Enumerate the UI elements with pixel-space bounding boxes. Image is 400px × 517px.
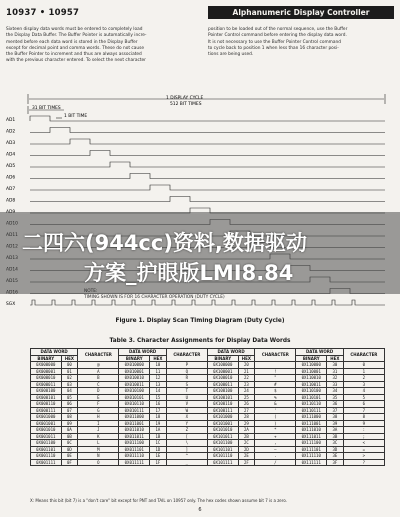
hex-cell: 04 (61, 388, 78, 395)
hex-cell: 10 (150, 362, 167, 369)
binary-cell: 0X010001 (119, 368, 150, 375)
table-row (31, 459, 385, 466)
binary-cell: 0X000110 (31, 401, 62, 408)
character-header: CHARACTER (255, 349, 296, 362)
intro-line: the Display Data Buffer. The Buffer Pointer is automatically incre- (6, 33, 147, 39)
hex-cell: 1D (150, 446, 167, 453)
character-cell: 3 (343, 381, 384, 388)
character-cell: ) (255, 420, 296, 427)
binary-cell: 0X010011 (119, 381, 150, 388)
character-cell: T (166, 388, 207, 395)
hex-cell: 03 (61, 381, 78, 388)
binary-cell: 0X000111 (31, 407, 62, 414)
hex-cell: 32 (327, 375, 344, 382)
hex-header: HEX (150, 355, 167, 362)
document-title-bar: Alphanumeric Display Controller (208, 6, 394, 19)
hex-cell: 23 (238, 381, 255, 388)
binary-cell: 0X000100 (31, 388, 62, 395)
hex-cell: 2B (238, 433, 255, 440)
hex-cell: 3B (327, 433, 344, 440)
character-cell: " (255, 375, 296, 382)
character-cell: I (78, 420, 119, 427)
binary-cell: 0X001101 (31, 446, 62, 453)
signal-waveform (30, 174, 385, 179)
signal-label: SGX (6, 302, 16, 307)
character-cell: X (166, 414, 207, 421)
character-header: CHARACTER (343, 349, 384, 362)
character-cell: P (166, 362, 207, 369)
binary-cell: 0X110101 (296, 394, 327, 401)
character-cell: ! (255, 368, 296, 375)
hex-cell: 30 (327, 362, 344, 369)
page-number: 6 (198, 507, 202, 513)
one-bit-time-label: 1 BIT TIME (64, 114, 88, 119)
hex-cell: 20 (238, 362, 255, 369)
hex-cell: 08 (61, 414, 78, 421)
character-cell: ' (255, 407, 296, 414)
intro-line: It is not necessary to use the Buffer Pointer Control command (208, 39, 341, 45)
character-cell: 5 (343, 394, 384, 401)
binary-cell: 0X001001 (31, 420, 62, 427)
display-cycle-label: 1 DISPLAY CYCLE (166, 96, 204, 101)
character-cell: . (255, 453, 296, 460)
hex-cell: 37 (327, 407, 344, 414)
signal-label: AD3 (6, 141, 16, 146)
binary-cell: 0X111000 (296, 414, 327, 421)
binary-cell: 0X111001 (296, 420, 327, 427)
signal-waveform (30, 139, 385, 144)
timing-note (84, 289, 225, 301)
binary-header: BINARY (296, 355, 327, 362)
character-cell: < (343, 440, 384, 447)
binary-cell: 0X000101 (31, 394, 62, 401)
character-cell: 7 (343, 407, 384, 414)
hex-cell: 35 (327, 394, 344, 401)
hex-cell: 00 (61, 362, 78, 369)
hex-cell: 24 (238, 388, 255, 395)
character-cell: _ (166, 459, 207, 466)
character-cell: ? (343, 459, 384, 466)
character-cell: F (78, 401, 119, 408)
character-cell: 0 (343, 362, 384, 369)
signal-waveform (30, 151, 385, 156)
character-assignment-table (30, 348, 385, 466)
group-header: DATA WORD (119, 349, 166, 356)
character-cell: D (78, 388, 119, 395)
binary-cell: 0X100100 (207, 388, 238, 395)
binary-cell: 0X101000 (207, 414, 238, 421)
character-cell: E (78, 394, 119, 401)
hex-cell: 28 (238, 414, 255, 421)
hex-cell: 0B (61, 433, 78, 440)
character-cell: 9 (343, 420, 384, 427)
hex-cell: 27 (238, 407, 255, 414)
signal-waveform (30, 185, 385, 190)
binary-cell: 0X011010 (119, 427, 150, 434)
character-cell: & (255, 401, 296, 408)
hex-cell: 2C (238, 440, 255, 447)
hex-cell: 0D (61, 446, 78, 453)
hex-cell: 2A (238, 427, 255, 434)
binary-cell: 0X011001 (119, 420, 150, 427)
intro-line: to cycle back to position 1 when less than 16 character posi- (208, 45, 339, 51)
hex-cell: 17 (150, 407, 167, 414)
hex-cell: 0F (61, 459, 78, 466)
binary-cell: 0X000000 (31, 362, 62, 369)
hex-cell: 3F (327, 459, 344, 466)
thirty-one-bit-label: 31 BIT TIMES (32, 106, 61, 111)
binary-cell: 0X100001 (207, 368, 238, 375)
hex-cell: 22 (238, 375, 255, 382)
intro-line: Sixteen display data words must be entered to completely load (6, 27, 143, 32)
group-header: DATA WORD (296, 349, 343, 356)
binary-cell: 0X110000 (296, 362, 327, 369)
binary-cell: 0X001111 (31, 459, 62, 466)
hex-cell: 3E (327, 453, 344, 460)
binary-cell: 0X110011 (296, 381, 327, 388)
character-cell: $ (255, 388, 296, 395)
character-cell: 2 (343, 375, 384, 382)
hex-cell: 38 (327, 414, 344, 421)
document-part-number: 10937 • 10957 (6, 8, 80, 18)
signal-waveform (30, 197, 385, 202)
character-cell: L (78, 440, 119, 447)
character-cell: K (78, 433, 119, 440)
table-body (31, 362, 385, 466)
character-cell: = (343, 446, 384, 453)
character-cell: Y (166, 420, 207, 427)
character-cell: C (78, 381, 119, 388)
hex-cell: 02 (61, 375, 78, 382)
intro-line: the Buffer Pointer to increment and thus are always associated (6, 52, 142, 58)
intro-line: Pointer Control command before entering the display data word. (208, 33, 347, 39)
signal-label: AD4 (6, 152, 16, 158)
hex-cell: 2E (238, 453, 255, 460)
group-header: DATA WORD (207, 349, 254, 356)
binary-cell: 0X100101 (207, 394, 238, 401)
binary-cell: 0X101110 (207, 453, 238, 460)
hex-cell: 21 (238, 368, 255, 375)
binary-cell: 0X001110 (31, 453, 62, 460)
binary-cell: 0X010111 (119, 407, 150, 414)
hex-cell: 15 (150, 394, 167, 401)
character-cell: Z (166, 427, 207, 434)
character-cell: ; (343, 433, 384, 440)
hex-cell: 1B (150, 433, 167, 440)
intro-line: except for decimal point and comma words. These do not cause (6, 45, 145, 51)
intro-line: tions are being used. (208, 52, 254, 58)
character-cell: S (166, 381, 207, 388)
signal-label: AD8 (6, 198, 16, 204)
binary-cell: 0X101111 (207, 459, 238, 466)
binary-cell: 0X000001 (31, 368, 62, 375)
hex-cell: 2F (238, 459, 255, 466)
character-cell: ] (166, 446, 207, 453)
hex-cell: 16 (150, 401, 167, 408)
hex-cell: 0C (61, 440, 78, 447)
binary-cell: 0X111010 (296, 427, 327, 434)
note-text: TIMING SHOWN IS FOR 16 CHARACTER OPERATION (DUTY CYCLE) (84, 295, 225, 300)
character-cell: G (78, 407, 119, 414)
character-cell: H (78, 414, 119, 421)
hex-cell: 0A (61, 427, 78, 434)
binary-cell: 0X110111 (296, 407, 327, 414)
binary-cell: 0X110001 (296, 368, 327, 375)
intro-line: with the previous character entered. To select the next character (6, 58, 146, 64)
hex-cell: 06 (61, 401, 78, 408)
hex-cell: 3C (327, 440, 344, 447)
character-cell: + (255, 433, 296, 440)
character-cell: * (255, 427, 296, 434)
character-cell: , (255, 440, 296, 447)
binary-cell: 0X010100 (119, 388, 150, 395)
hex-cell: 34 (327, 388, 344, 395)
hex-header: HEX (327, 355, 344, 362)
character-cell: U (166, 394, 207, 401)
figure-caption: Figure 1. Display Scan Timing Diagram (Duty Cycle) (115, 318, 285, 324)
binary-cell: 0X010110 (119, 401, 150, 408)
hex-cell: 1F (150, 459, 167, 466)
binary-cell: 0X001000 (31, 414, 62, 421)
character-cell: \ (166, 440, 207, 447)
hex-cell: 14 (150, 388, 167, 395)
binary-cell: 0X100000 (207, 362, 238, 369)
binary-cell: 0X011110 (119, 453, 150, 460)
character-header: CHARACTER (166, 349, 207, 362)
hex-cell: 3A (327, 427, 344, 434)
hex-cell: 26 (238, 401, 255, 408)
binary-header: BINARY (207, 355, 238, 362)
character-cell: [ (166, 433, 207, 440)
character-cell: 1 (343, 368, 384, 375)
signal-label: AD1 (6, 118, 16, 123)
hex-cell: 13 (150, 381, 167, 388)
hex-cell: 0E (61, 453, 78, 460)
character-cell: M (78, 446, 119, 453)
character-cell: 8 (343, 414, 384, 421)
hex-cell: 29 (238, 420, 255, 427)
binary-cell: 0X111110 (296, 453, 327, 460)
binary-cell: 0X101010 (207, 427, 238, 434)
binary-cell: 0X111011 (296, 433, 327, 440)
signal-label: AD6 (6, 175, 16, 181)
character-cell: R (166, 375, 207, 382)
character-cell: W (166, 407, 207, 414)
character-cell: N (78, 453, 119, 460)
binary-cell: 0X000010 (31, 375, 62, 382)
character-cell: V (166, 401, 207, 408)
character-cell: % (255, 394, 296, 401)
hex-cell: 12 (150, 375, 167, 382)
binary-cell: 0X101101 (207, 446, 238, 453)
binary-cell: 0X000011 (31, 381, 62, 388)
signal-waveform (30, 162, 385, 167)
signal-waveform (30, 128, 385, 133)
binary-cell: 0X110100 (296, 388, 327, 395)
watermark-line-2: 方案_护眼版LMI8.84 (84, 261, 294, 285)
hex-cell: 19 (150, 420, 167, 427)
binary-cell: 0X001100 (31, 440, 62, 447)
binary-cell: 0X010010 (119, 375, 150, 382)
character-cell: A (78, 368, 119, 375)
signal-label: AD5 (6, 164, 16, 169)
character-cell: J (78, 427, 119, 434)
character-cell: / (255, 459, 296, 466)
hex-cell: 05 (61, 394, 78, 401)
hex-cell: 18 (150, 414, 167, 421)
binary-cell: 0X011111 (119, 459, 150, 466)
intro-text-left (6, 27, 194, 65)
hex-cell: 09 (61, 420, 78, 427)
character-cell: 4 (343, 388, 384, 395)
binary-cell: 0X011011 (119, 433, 150, 440)
binary-cell: 0X010101 (119, 394, 150, 401)
character-cell: > (343, 453, 384, 460)
intro-line: mented before each data word is stored in the Display Buffer (6, 39, 138, 45)
binary-cell: 0X111100 (296, 440, 327, 447)
hex-cell: 2D (238, 446, 255, 453)
hex-header: HEX (238, 355, 255, 362)
table-title: Table 3. Character Assignments for Display Data Words (109, 338, 291, 344)
character-cell: ^ (166, 453, 207, 460)
binary-cell: 0X100010 (207, 375, 238, 382)
character-cell: — (255, 446, 296, 453)
binary-cell: 0X111111 (296, 459, 327, 466)
binary-cell: 0X110110 (296, 401, 327, 408)
signal-label: AD2 (6, 129, 16, 135)
character-cell: 6 (343, 401, 384, 408)
character-cell: B (78, 375, 119, 382)
signal-label: AD7 (6, 187, 16, 192)
binary-cell: 0X011000 (119, 414, 150, 421)
character-cell: @ (78, 362, 119, 369)
note-heading: NOTE: (84, 289, 98, 294)
binary-cell: 0X111101 (296, 446, 327, 453)
hex-cell: 33 (327, 381, 344, 388)
binary-header: BINARY (119, 355, 150, 362)
hex-header: HEX (61, 355, 78, 362)
hex-cell: 1E (150, 453, 167, 460)
hex-cell: 1A (150, 427, 167, 434)
character-cell: ( (255, 414, 296, 421)
character-cell: # (255, 381, 296, 388)
bit-times-label: 512 BIT TIMES (170, 102, 202, 107)
hex-cell: 01 (61, 368, 78, 375)
binary-cell: 0X100111 (207, 407, 238, 414)
binary-cell: 0X101001 (207, 420, 238, 427)
hex-cell: 11 (150, 368, 167, 375)
group-header: DATA WORD (31, 349, 78, 356)
hex-cell: 39 (327, 420, 344, 427)
hex-cell: 1C (150, 440, 167, 447)
intro-text-right (208, 27, 396, 58)
binary-cell: 0X100110 (207, 401, 238, 408)
binary-cell: 0X011101 (119, 446, 150, 453)
binary-cell: 0X001010 (31, 427, 62, 434)
character-cell: O (78, 459, 119, 466)
binary-cell: 0X001011 (31, 433, 62, 440)
hex-cell: 36 (327, 401, 344, 408)
binary-cell: 0X010000 (119, 362, 150, 369)
binary-cell: 0X011100 (119, 440, 150, 447)
character-cell: Q (166, 368, 207, 375)
watermark-line-1: 二四六(944cc)资料,数据驱动 (22, 231, 307, 255)
hex-cell: 25 (238, 394, 255, 401)
hex-cell: 31 (327, 368, 344, 375)
intro-line: position to be loaded out of the normal sequence, use the Buffer (208, 27, 348, 32)
binary-cell: 0X101100 (207, 440, 238, 447)
hex-cell: 3D (327, 446, 344, 453)
binary-header: BINARY (31, 355, 62, 362)
binary-cell: 0X110010 (296, 375, 327, 382)
binary-cell: 0X101011 (207, 433, 238, 440)
character-header: CHARACTER (78, 349, 119, 362)
hex-cell: 07 (61, 407, 78, 414)
binary-cell: 0X100011 (207, 381, 238, 388)
table-footnote: X: Means this bit (bit 7) is a "don't care" bit except for PNT and TAIL on 10957 only. The hex codes shown assume bit 7 is a zero. (30, 498, 287, 503)
character-cell: : (343, 427, 384, 434)
